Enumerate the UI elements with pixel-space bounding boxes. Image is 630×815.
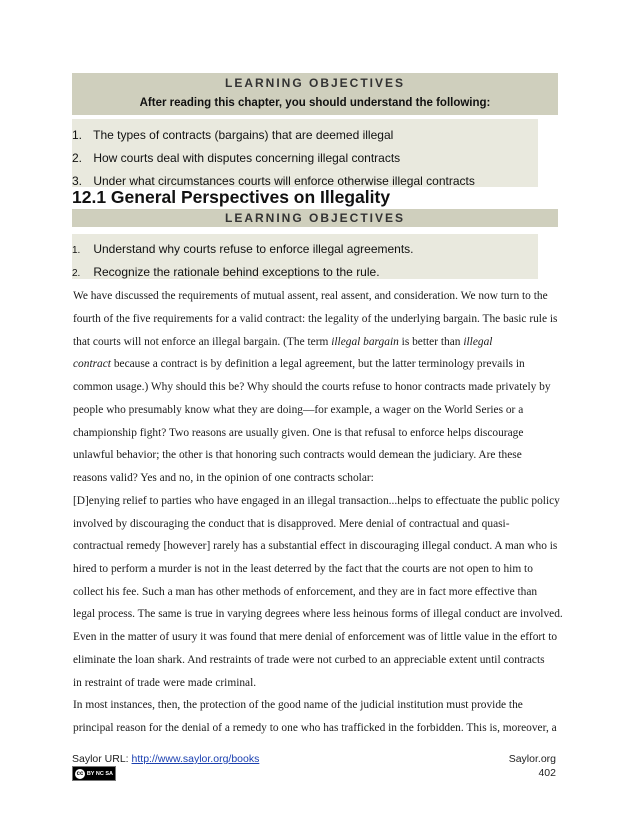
body-line: In most instances, then, the protection of the good name of the judicial institution must provide the: [73, 699, 523, 711]
list-item: 3. Under what circumstances courts will enforce otherwise illegal contracts: [72, 174, 475, 188]
body-line: principal reason for the denial of a remedy to one who has trafficked in the forbidden. This is, moreover, a: [73, 722, 557, 734]
cc-badge: cc: [76, 770, 84, 777]
body-line: reasons valid? Yes and no, in the opinion of one contracts scholar:: [73, 472, 374, 484]
list-item: 1. The types of contracts (bargains) that are deemed illegal: [72, 128, 394, 142]
quote-line: collect his fee. Such a man has other methods of enforcement, and they are in fact more effective than: [73, 586, 538, 598]
footer-url: Saylor URL: http://www.saylor.org/books: [72, 753, 260, 765]
objectives-header: [72, 73, 558, 115]
body-line: unlawful behavior; the other is that honoring such contracts would demean the judiciary. Are these: [73, 449, 522, 461]
body-line: that courts will not enforce an illegal bargain. (The term illegal bargain is better than illegal: [73, 336, 493, 348]
quote-line: eliminate the loan shark. And restraints of trade were not curbed to an appreciable extent until contracts: [73, 654, 545, 666]
quote-line: legal process. The same is true in varying degrees where less heinous forms of illegal conduct are involved.: [73, 608, 563, 620]
body-line: contract because a contract is by definition a legal agreement, but the latter terminology prevails in: [73, 358, 525, 370]
cc-license-text: BY NC SA: [86, 770, 113, 777]
page-number: 402: [538, 767, 556, 779]
quote-line: contractual remedy [however] rarely has a substantial effect in discouraging illegal conduct. A man who is: [73, 540, 558, 552]
body-line: championship fight? Two reasons are usually given. One is that refusal to enforce helps discourage: [73, 427, 524, 439]
section-title: 12.1 General Perspectives on Illegality: [72, 187, 391, 207]
list-item: 1. Understand why courts refuse to enforce illegal agreements.: [72, 242, 414, 256]
objectives-title-2: LEARNING OBJECTIVES: [224, 211, 406, 225]
objectives-list: [72, 119, 538, 187]
objectives-header-2: [72, 209, 558, 227]
quote-line: involved by discouraging the conduct that is disapproved. Mere denial of contractual and quasi-: [73, 518, 510, 530]
quote-line: [D]enying relief to parties who have engaged in an illegal transaction...helps to effectuate the public policy: [73, 495, 560, 507]
objectives-title: LEARNING OBJECTIVES: [224, 76, 406, 90]
quote-line: hired to perform a murder is not in the least deterred by the fact that the courts are not open to him to: [73, 563, 533, 575]
list-item: 2. How courts deal with disputes concerning illegal contracts: [72, 151, 401, 165]
body-line: people who presumably know what they are doing—for example, a wager on the World Series or a: [73, 404, 524, 416]
objectives-subtitle: After reading this chapter, you should understand the following:: [139, 97, 491, 109]
body-line: We have discussed the requirements of mutual assent, real assent, and consideration. We now turn to the: [73, 290, 548, 302]
list-item: 2. Recognize the rationale behind exceptions to the rule.: [72, 265, 380, 279]
quote-line: Even in the matter of usury it was found that mere denial of enforcement was of little value in the effort to: [73, 631, 558, 643]
footer-org: Saylor.org: [508, 753, 556, 765]
quote-line: in restraint of trade were made criminal.: [73, 677, 257, 689]
body-line: fourth of the five requirements for a valid contract: the legality of the underlying bargain. The basic rule is: [73, 313, 558, 325]
body-line: common usage.) Why should this be? Why should the courts refuse to honor contracts made privately by: [73, 381, 551, 393]
saylor-link[interactable]: http://www.saylor.org/books: [131, 753, 260, 765]
license-icon: [72, 766, 116, 781]
objectives-list-2: [72, 234, 538, 279]
